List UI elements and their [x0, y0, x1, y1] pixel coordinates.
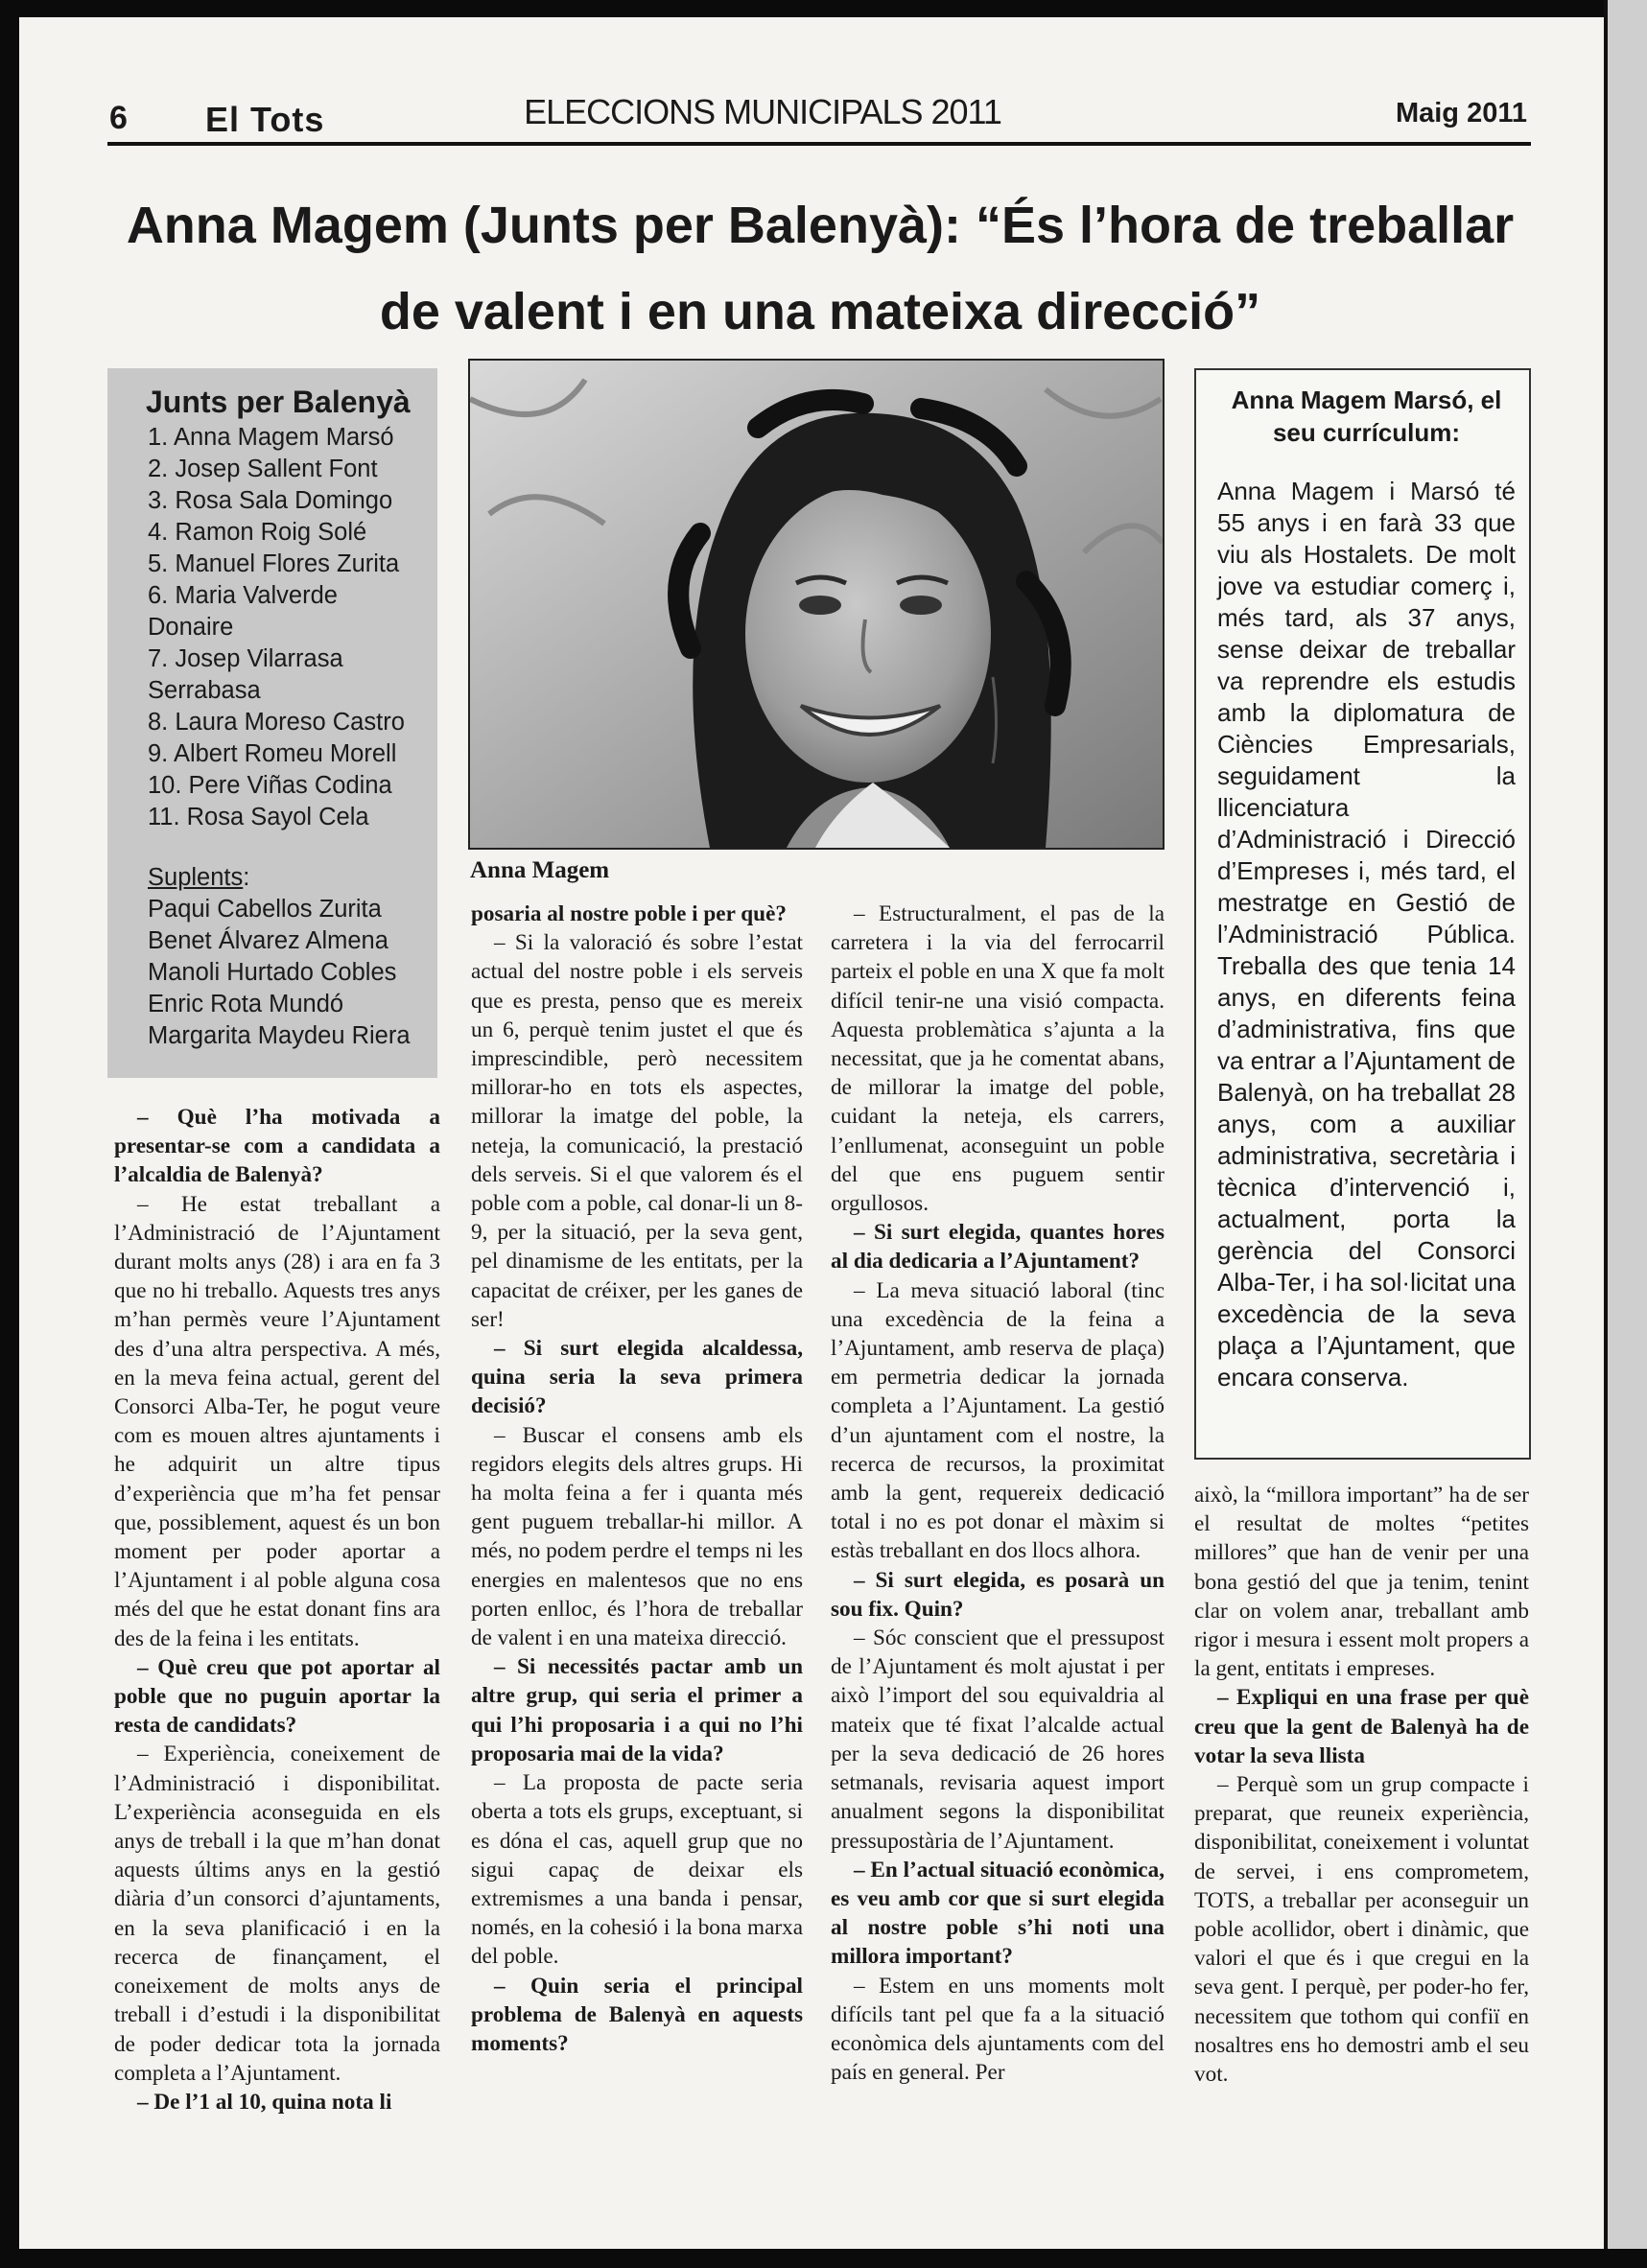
scan-edge-right [1604, 0, 1647, 2268]
interview-question: – Què l’ha motivada a presentar-se com a candidata a l’alcaldia de Balenyà? [114, 1105, 440, 1188]
list-item: 6. Maria Valverde Donaire [148, 582, 338, 641]
list-item: Manoli Hurtado Cobles [148, 959, 397, 986]
candidate-list [129, 422, 418, 833]
interview-answer: – La meva situació laboral (tinc una excedència de la feina a l’Ajuntament, amb reserva de plaça) em permetria dedicar la jornada completa a l’Ajuntament. La gestió d’un ajuntament com el nostre, la recerca de recursos, la proximitat amb la gent, requereix dedicació total i no es pot donar el màxim si estàs treballant en dos llocs alhora. [831, 1277, 1165, 1564]
curriculum-box [1194, 368, 1531, 1460]
list-item: 4. Ramon Roig Solé [148, 519, 367, 546]
interview-question: – En l’actual situació econòmica, es veu amb cor que si surt elegida al nostre poble s’hi noti una millora important? [831, 1857, 1165, 1970]
candidate-list-title: Junts per Balenyà [146, 385, 411, 419]
substitutes-list [129, 894, 418, 1052]
list-item: Paqui Cabellos Zurita [148, 896, 382, 923]
interview-question: – Si surt elegida, quantes hores al dia dedicaria a l’Ajuntament? [831, 1220, 1165, 1274]
interview-question: – Si surt elegida alcaldessa, quina seria la seva primera decisió? [471, 1336, 803, 1419]
article-column-3 [831, 900, 1165, 2087]
list-item: 5. Manuel Flores Zurita [148, 550, 400, 577]
list-item: Enric Rota Mundó [148, 991, 344, 1017]
article-column-2 [471, 900, 803, 2058]
interview-question: – De l’1 al 10, quina nota li [137, 2089, 392, 2115]
list-item: 1. Anna Magem Marsó [148, 424, 394, 451]
scan-edge-bottom [0, 2249, 1647, 2268]
section-title: ELECCIONS MUNICIPALS 2011 [524, 92, 1001, 131]
list-item: Benet Álvarez Almena [148, 927, 388, 954]
interview-answer: – La proposta de pacte seria oberta a tots els grups, exceptuant, si es dóna el cas, aquell grup que no sigui capaç de deixar els extremismes a una banda i pensar, només, en la cohesió i la bona marxa del poble. [471, 1770, 803, 1970]
list-item: 9. Albert Romeu Morell [148, 740, 397, 767]
scan-edge-top [0, 0, 1647, 17]
interview-question: posaria al nostre poble i per què? [471, 901, 787, 926]
list-item: 8. Laura Moreso Castro [148, 709, 405, 736]
scan-edge-left [0, 0, 19, 2268]
interview-answer: – Sóc conscient que el pressupost de l’Ajuntament és molt ajustat i per això l’import del sou equivaldria al mateix que té fixat l’alcalde actual per la seva dedicació de 26 hores setmanals, revisaria aquest import anualment segons la disponibilitat pressupostària de l’Ajuntament. [831, 1625, 1165, 1854]
interview-answer: això, la “millora important” ha de ser el resultat de moltes “petites millores” que han de venir per una bona gestió del que ja tenim, tenint clar on volem anar, treballant amb rigor i mesura i essent molt propers a la gent, entitats i empreses. [1194, 1483, 1529, 1682]
issue-date: Maig 2011 [1395, 98, 1527, 129]
list-item: Margarita Maydeu Riera [148, 1022, 411, 1049]
portrait-illustration [470, 361, 1163, 848]
photo-caption: Anna Magem [470, 857, 610, 883]
interview-answer: – Estructuralment, el pas de la carretera i la via del ferrocarril parteix el poble en una X que fa molt difícil tenir-ne una visió compacta. Aquesta problemàtica s’ajunta a la necessitat, que ja he comentat abans, de millorar la imatge del poble, cuidant la neteja, els carrers, l’enllumenat, aconseguint un poble del que ens puguem sentir orgullosos. [831, 901, 1165, 1217]
interview-answer: – Perquè som un grup compacte i preparat, que reuneix experiència, disponibilitat, coneixement i voluntat de servei, i ens comprometem, TOTS, a treballar per aconseguir un poble acollidor, obert i dinàmic, que valori el que és i que cregui en la seva gent. I perquè, per poder-ho fer, necessitem que tothom qui confiï en nosaltres ens ho demostri amb el seu vot. [1194, 1772, 1529, 2088]
publication-name: El Tots [205, 100, 325, 139]
interview-question: – Expliqui en una frase per què creu que la gent de Balenyà ha de votar la seva llista [1194, 1685, 1529, 1768]
curriculum-title: Anna Magem Marsó, el seu currículum: [1231, 386, 1502, 447]
list-item: 7. Josep Vilarrasa Serrabasa [148, 645, 343, 704]
interview-answer: – Estem en uns moments molt difícils tant pel que fa a la situació econòmica dels ajuntaments com del país en general. Per [831, 1973, 1165, 2086]
interview-question: – Si necessités pactar amb un altre grup, qui seria el primer a qui l’hi proposaria i a qui no l’hi proposaria mai de la vida? [471, 1654, 803, 1766]
header-rule [107, 142, 1531, 146]
list-item: 11. Rosa Sayol Cela [148, 804, 369, 830]
list-item: 10. Pere Viñas Codina [148, 772, 392, 799]
interview-question: – Quin seria el principal problema de Balenyà en aquests moments? [471, 1973, 803, 2056]
interview-question: – Què creu que pot aportar al poble que no puguin aportar la resta de candidats? [114, 1654, 440, 1739]
list-item: 2. Josep Sallent Font [148, 456, 378, 482]
interview-answer: – He estat treballant a l’Administració de l’Ajuntament durant molts anys (28) i ara en fa 3 que no hi treballo. Aquests tres anys m’han permès veure l’Ajuntament des d’una altra perspectiva. A més, en la meva feina actual, gerent del Consorci Alba-Ter, he pogut veure com es mouen altres ajuntaments i he adquirit un altre tipus d’experiència que m’ha fet pensar que, possiblement, aquest és un bon moment per poder aportar a l’Ajuntament i al poble alguna cosa més del que he estat donant fins ara des de la feina i les entitats. [114, 1191, 440, 1651]
list-item: 3. Rosa Sala Domingo [148, 487, 393, 514]
candidate-photo [468, 359, 1165, 850]
substitutes-title: Suplents: [148, 864, 250, 891]
page-number: 6 [109, 100, 128, 136]
interview-answer: – Experiència, coneixement de l’Administració i disponibilitat. L’experiència aconseguida en els anys de treball i la que m’han donat aquests últims anys en la gestió diària d’un consorci d’ajuntaments, en la seva planificació i en la recerca de finançament, el coneixement de molts anys de treball i d’estudi i la disponibilitat de poder dedicar tota la jornada completa a l’Ajuntament. [114, 1742, 440, 2086]
article-column-1 [114, 1103, 440, 2116]
interview-answer: – Si la valoració és sobre l’estat actual del nostre poble i els serveis que es presta, penso que es mereix un 6, perquè tenim justet el que és imprescindible, però necessitem millorar-ho en tots els aspectes, millorar la imatge del poble, la neteja, la comunicació, la prestació dels serveis. Si el que valorem és el poble com a poble, cal donar-li un 8-9, per la situació, per la seva gent, pel dinamisme de les entitats, per la capacitat de créixer, per les ganes de ser! [471, 930, 803, 1332]
curriculum-text: Anna Magem i Marsó té 55 anys i en farà 33 que viu als Hostalets. De molt jove va estudiar comerç i, més tard, als 37 anys, sense deixar de treballar va reprendre els estudis amb la diplomatura de Ciències Empresarials, seguidament la llicenciatura d’Administració i Direcció d’Empreses i, més tard, el mestratge en Gestió de l’Administració Pública. Treballa des que tenia 14 anys, en diferents feina d’administrativa, fins que va entrar a l’Ajuntament de Balenyà, on ha treballat 28 anys, com a auxiliar administrativa, secretària i tècnica d’intervenció i, actualment, porta la gerència del Consorci Alba-Ter, i ha sol·licitat una excedència de la seva plaça a l’Ajuntament, que encara conserva. [1217, 477, 1516, 1391]
article-headline: Anna Magem (Junts per Balenyà): “És l’hora de treballar de valent i en una mateixa direcció” [126, 197, 1515, 340]
interview-answer: – Buscar el consens amb els regidors elegits dels altres grups. Hi ha molta feina a fer i quanta més gent puguem treballar-hi millor. A més, no podem perdre el temps ni les energies en malentesos que no ens porten enlloc, és l’hora de treballar de valent i en una mateixa direcció. [471, 1422, 803, 1651]
interview-question: – Si surt elegida, es posarà un sou fix. Quin? [831, 1567, 1165, 1622]
candidate-list-box [107, 368, 437, 1078]
article-column-4 [1194, 1481, 1529, 2089]
